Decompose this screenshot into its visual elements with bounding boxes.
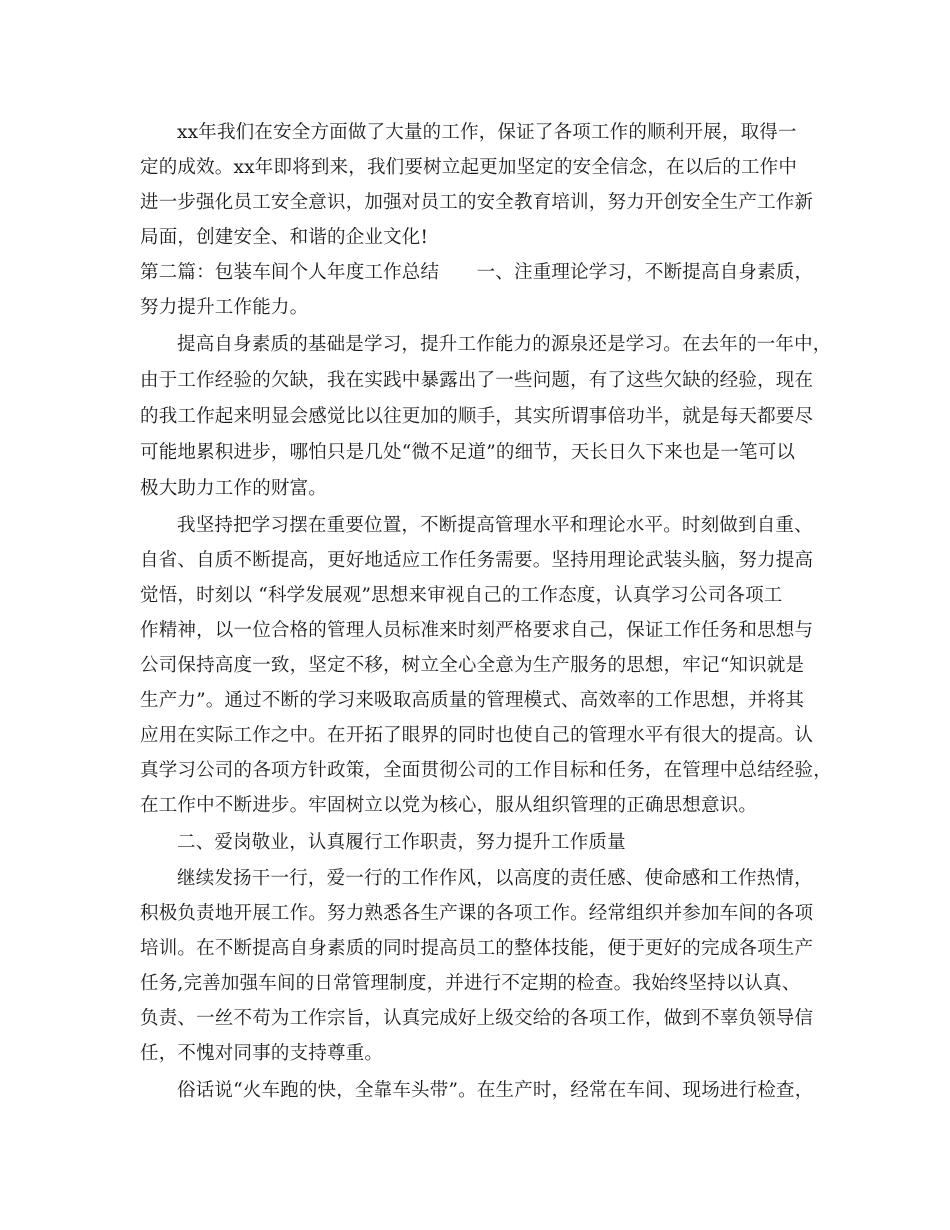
text-line: 积极负责地开展工作。努力熟悉各生产课的各项工作。经常组织并参加车间的各项 [140, 903, 814, 924]
text-line: 真学习公司的各项方针政策，全面贯彻公司的工作目标和任务，在管理中总结经验， [140, 760, 832, 781]
text-line: 任务,完善加强车间的日常管理制度，并进行不定期的检查。我始终坚持以认真、 [140, 973, 801, 994]
text-line: 提高自身素质的基础是学习，提升工作能力的源泉还是学习。在去年的一年中， [177, 334, 832, 355]
section-heading: 二、爱岗敬业，认真履行工作职责，努力提升工作质量 [177, 832, 626, 853]
text-line: 进一步强化员工安全意识，加强对员工的安全教育培训，努力开创安全生产工作新 [140, 192, 814, 213]
text-line: 努力提升工作能力。 [140, 297, 309, 318]
text-line: 我坚持把学习摆在重要位置，不断提高管理水平和理论水平。时刻做到自重、 [177, 515, 813, 536]
text-line: 的我工作起来明显会感觉比以往更加的顺手，其实所谓事倍功半，就是每天都要尽 [140, 406, 814, 427]
text-line: 公司保持高度一致，坚定不移，树立全心全意为生产服务的思想，牢记“知识就是 [140, 655, 805, 676]
text-line: 任，不愧对同事的支持尊重。 [140, 1043, 384, 1064]
text-line: 继续发扬干一行，爱一行的工作作风，以高度的责任感、使命感和工作热情， [177, 868, 813, 889]
text-line: 应用在实际工作之中。在开拓了眼界的同时也使自己的管理水平有很大的提高。认 [140, 725, 814, 746]
text-line: 局面，创建安全、和谐的企业文化! [140, 227, 429, 248]
text-line: 由于工作经验的欠缺，我在实践中暴露出了一些问题，有了这些欠缺的经验，现在 [140, 370, 814, 391]
text-line: 可能地累积进步，哪怕只是几处“微不足道”的细节，天长日久下来也是一笔可以 [140, 442, 796, 463]
text-line: 在工作中不断进步。牢固树立以党为核心，服从组织管理的正确思想意识。 [140, 795, 758, 816]
text-line: 定的成效。xx年即将到来，我们要树立起更加坚定的安全信念，在以后的工作中 [140, 157, 798, 178]
text-line: 生产力”。通过不断的学习来吸取高质量的管理模式、高效率的工作思想，并将其 [140, 690, 805, 711]
text-line: 作精神，以一位合格的管理人员标准来时刻严格要求自己，保证工作任务和思想与 [140, 620, 814, 641]
text-line: 极大助力工作的财富。 [140, 478, 328, 499]
text-line: 觉悟，时刻以 “科学发展观”思想来审视自己的工作态度，认真学习公司各项工 [140, 585, 783, 606]
text-line: 培训。在不断提高自身素质的同时提高员工的整体技能，便于更好的完成各项生产 [140, 938, 814, 959]
section-heading: 第二篇：包装车间个人年度工作总结 一、注重理论学习，不断提高自身素质， [140, 262, 814, 283]
text-line: 俗话说“火车跑的快，全靠车头带”。在生产时，经常在车间、现场进行检查， [177, 1080, 814, 1101]
text-line: 负责、一丝不苟为工作宗旨，认真完成好上级交给的各项工作，做到不辜负领导信 [140, 1008, 814, 1029]
text-line: xx年我们在安全方面做了大量的工作，保证了各项工作的顺利开展，取得一 [177, 122, 797, 143]
text-line: 自省、自质不断提高，更好地适应工作任务需要。坚持用理论武装头脑，努力提高 [140, 550, 814, 571]
